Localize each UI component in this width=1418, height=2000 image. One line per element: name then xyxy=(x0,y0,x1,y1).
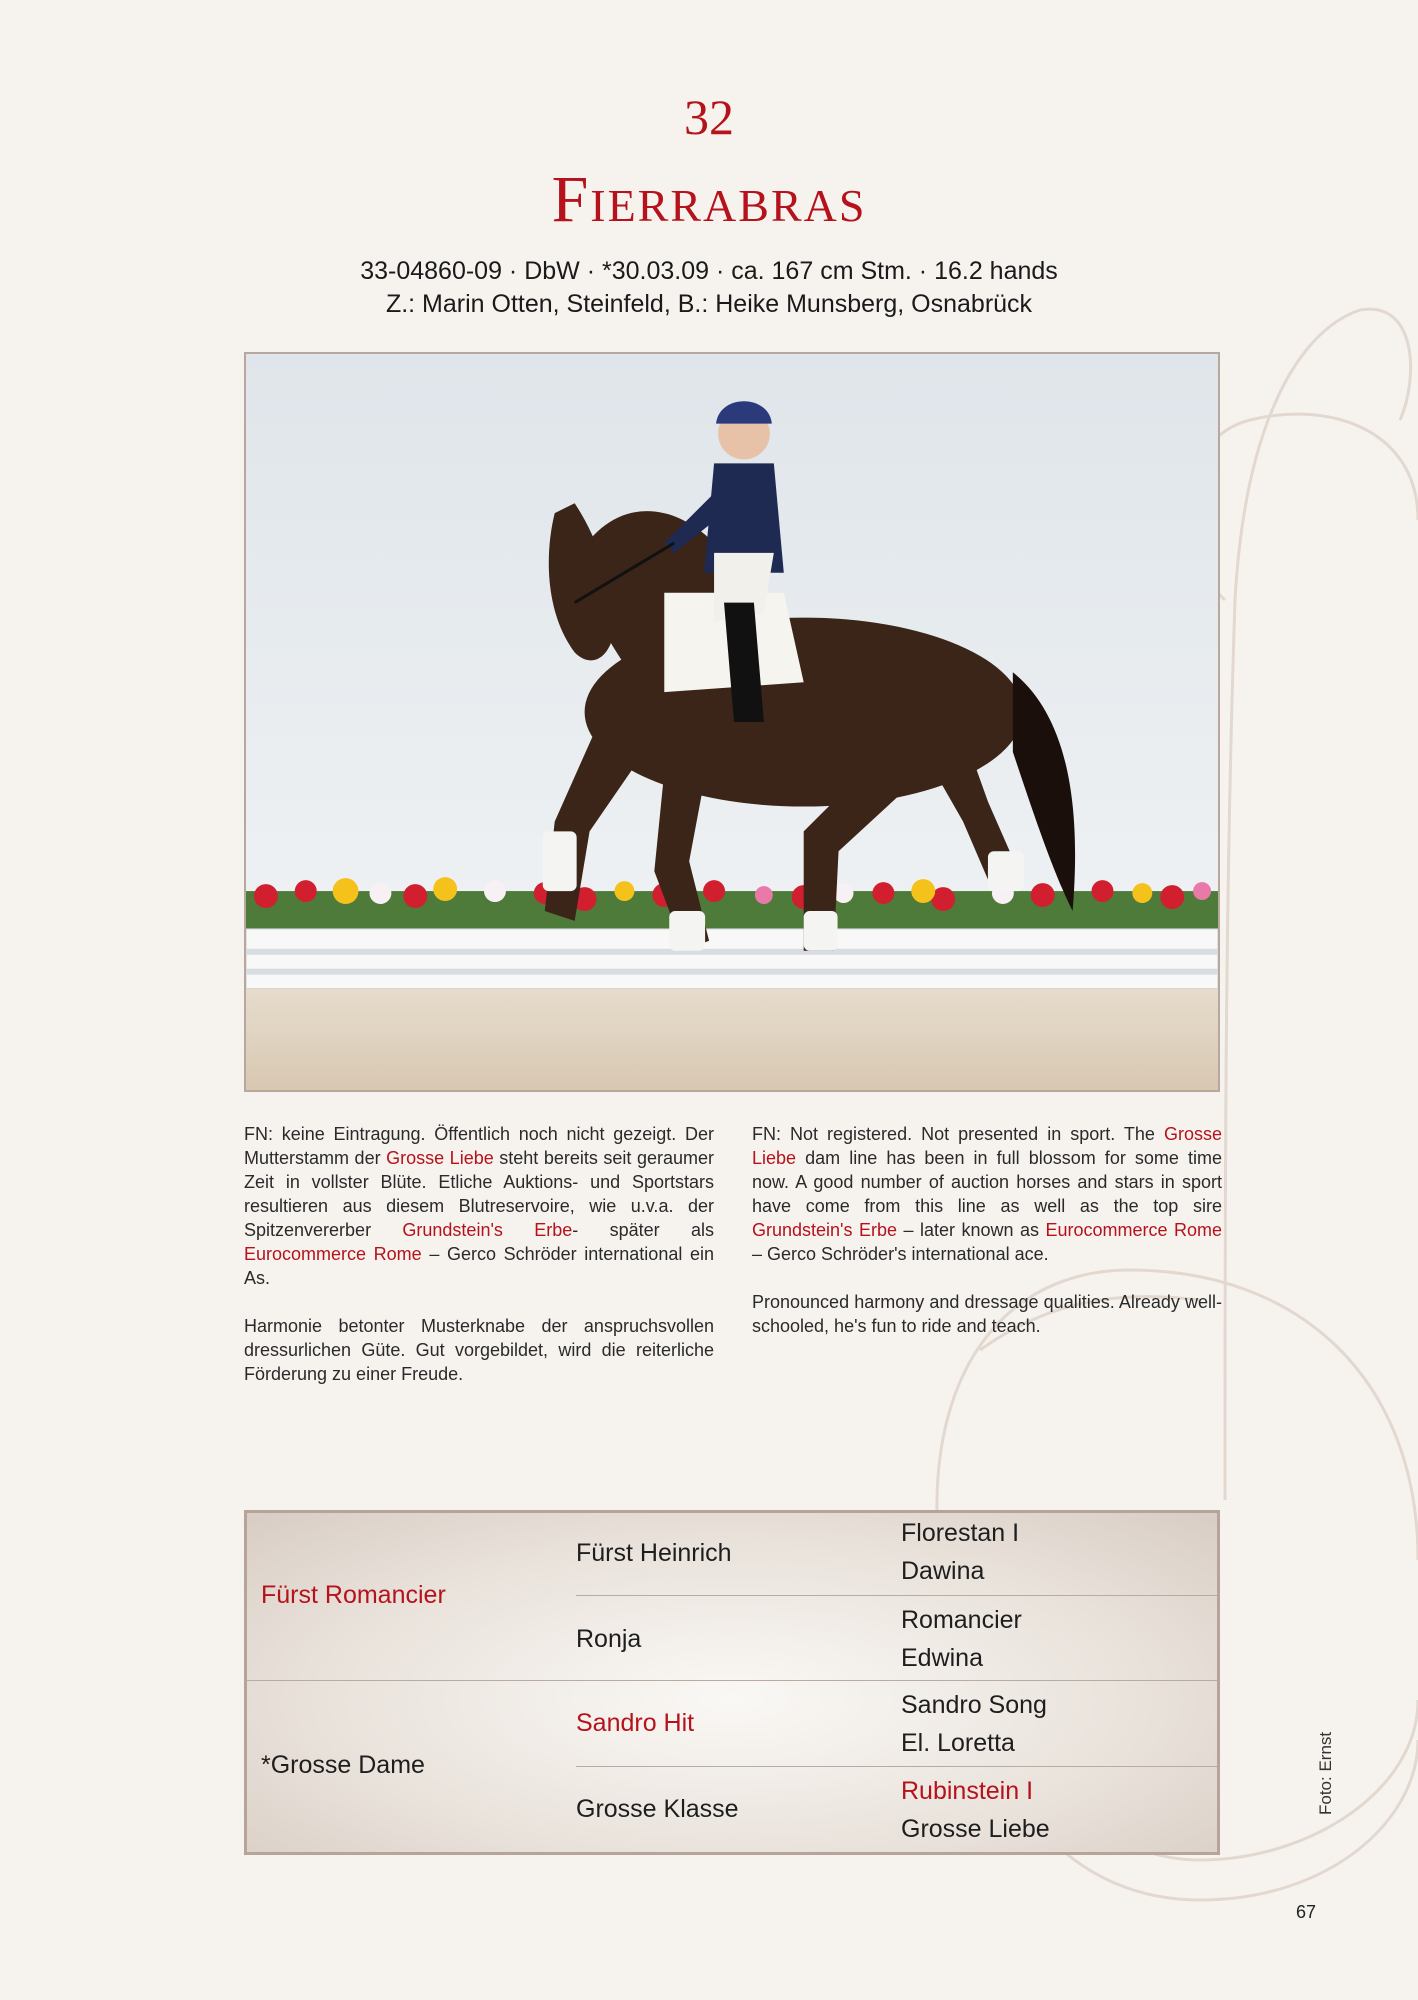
description-german-paragraph-1 xyxy=(244,1122,714,1290)
pedigree-sire-sire-sire: Florestan I xyxy=(901,1519,1020,1547)
description-german-paragraph-2: Harmonie betonter Musterknabe der anspruchsvollen dressurlichen Güte. Gut vorgebildet, wird die reiterliche Förderung zu einer Freude. xyxy=(244,1316,714,1384)
description-english-paragraph-1 xyxy=(752,1122,1222,1266)
pedigree-divider xyxy=(576,1766,1217,1767)
pedigree-sire: Fürst Romancier xyxy=(261,1581,446,1609)
pedigree-dam-sire-dam: El. Loretta xyxy=(901,1729,1015,1757)
horse-name-highlight: Eurocommerce Rome xyxy=(244,1244,422,1264)
text-segment: – later known as xyxy=(897,1220,1046,1240)
text-segment: – Gerco Schröder's international ace. xyxy=(752,1244,1049,1264)
horse-details: 33-04860-09 · DbW · *30.03.09 · ca. 167 cm Stm. · 16.2 hands xyxy=(360,257,1058,285)
description-english-paragraph-2: Pronounced harmony and dressage qualities. Already well-schooled, he's fun to ride and teach. xyxy=(752,1292,1222,1336)
sire-name-highlight: Grundstein's Erbe xyxy=(402,1220,573,1240)
text-segment: steht bereits seit geraumer Zeit in vollster Blüte. Etliche Auktions- und Sportstars resultieren aus diesem Blutreservoire, wie u.v.a. der Spitzenvererber xyxy=(244,1148,715,1240)
text-segment: - später als xyxy=(572,1220,714,1240)
pedigree-sire-sire-dam: Dawina xyxy=(901,1557,985,1585)
pedigree-sire-dam: Ronja xyxy=(576,1625,642,1653)
horse-name-highlight: Eurocommerce Rome xyxy=(1045,1220,1222,1240)
dam-line-name: Grosse Liebe xyxy=(752,1124,1222,1168)
pedigree-dam-sire: Sandro Hit xyxy=(576,1709,695,1737)
pedigree-sire-dam-sire: Romancier xyxy=(901,1606,1022,1634)
lot-number: 32 xyxy=(684,89,734,145)
pedigree-dam-dam-sire: Rubinstein I xyxy=(901,1777,1034,1805)
page-number: 67 xyxy=(1296,1902,1317,1922)
description-english xyxy=(752,1122,1222,1362)
sire-name-highlight: Grundstein's Erbe xyxy=(752,1220,897,1240)
breeder-owner: Z.: Marin Otten, Steinfeld, B.: Heike Munsberg, Osnabrück xyxy=(385,290,1033,318)
photo-credit: Foto: Ernst xyxy=(1316,1731,1335,1815)
pedigree-sire-sire: Fürst Heinrich xyxy=(576,1539,732,1567)
description-german xyxy=(244,1122,714,1410)
pedigree-dam-dam: Grosse Klasse xyxy=(576,1795,739,1823)
pedigree-dam: *Grosse Dame xyxy=(261,1751,425,1779)
horse-name: Fierrabras xyxy=(551,163,867,236)
pedigree-divider xyxy=(247,1680,1217,1681)
pedigree-dam-dam-dam: Grosse Liebe xyxy=(901,1815,1050,1843)
text-segment: FN: keine Eintragung. Öffentlich noch nicht gezeigt. Der Mutterstamm der xyxy=(244,1124,714,1168)
text-segment: dam line has been in full blossom for some time now. A good number of auction horses and stars in sport have come from this line as well as the top sire xyxy=(752,1148,1222,1216)
text-segment: FN: Not registered. Not presented in sport. The xyxy=(752,1124,1164,1144)
horse-photo xyxy=(244,352,1220,1092)
dam-line-name: Grosse Liebe xyxy=(386,1148,494,1168)
pedigree-table xyxy=(244,1510,1220,1855)
pedigree-sire-dam-dam: Edwina xyxy=(901,1644,983,1672)
pedigree-divider xyxy=(576,1595,1217,1596)
text-segment: – Gerco Schröder international ein As. xyxy=(244,1244,714,1288)
pedigree-dam-sire-sire: Sandro Song xyxy=(901,1691,1047,1719)
